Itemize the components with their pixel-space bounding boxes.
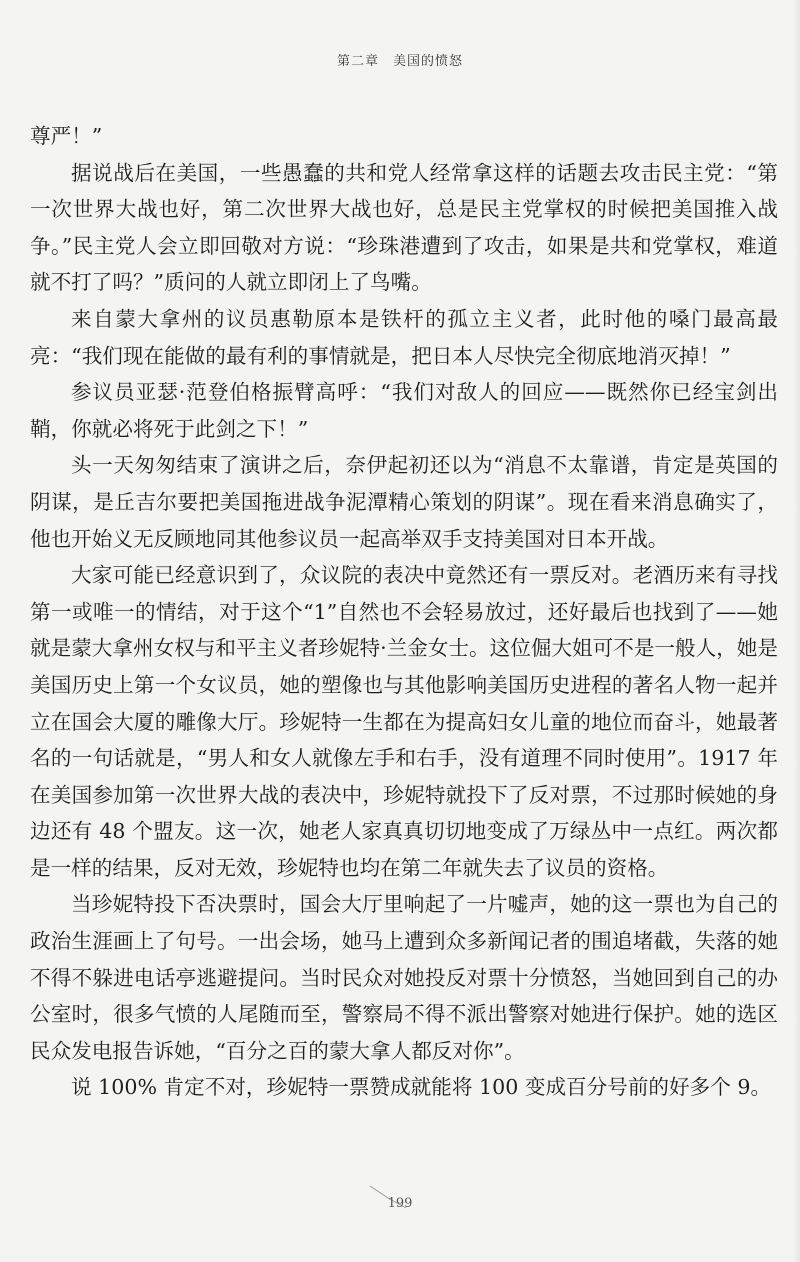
running-header: 第二章 美国的愤怒 bbox=[336, 54, 463, 69]
paragraph: 头一天匆匆结束了演讲之后，奈伊起初还以为“消息不太靠谱，肯定是英国的阴谋，是丘吉尔要把美国拖进战争泥潭精心策划的阴谋”。现在看来消息确实了，他也开始义无反顾地同其他参议员一起高举双手支持美国对日本开战。 bbox=[30, 453, 778, 551]
page-edge-shadow bbox=[794, 0, 800, 1262]
paragraph: 尊严！” bbox=[30, 124, 103, 148]
page-number: 199 bbox=[387, 1196, 413, 1211]
paragraph: 来自蒙大拿州的议员惠勒原本是铁杆的孤立主义者，此时他的嗓门最高最亮：“我们现在能做的最有利的事情就是，把日本人尽快完全彻底地消灭掉！” bbox=[30, 306, 778, 368]
paragraph: 说 100% 肯定不对，珍妮特一票赞成就能将 100 变成百分号前的好多个 9。 bbox=[71, 1075, 772, 1100]
paragraph: 参议员亚瑟·范登伯格振臂高呼：“我们对敌人的回应——既然你已经宝剑出鞘，你就必将死于此剑之下！” bbox=[30, 380, 778, 441]
paragraph: 据说战后在美国，一些愚蠢的共和党人经常拿这样的话题去攻击民主党：“第一次世界大战也好，第二次世界大战也好，总是民主党掌权的时候把美国推入战争。”民主党人会立即回敬对方说：“珍珠港遭到了攻击，如果是共和党掌权，难道就不打了吗？”质问的人就立即闭上了鸟嘴。 bbox=[30, 160, 778, 295]
paragraph: 当珍妮特投下否决票时，国会大厅里响起了一片嘘声，她的这一票也为自己的政治生涯画上了句号。一出会场，她马上遭到众多新闻记者的围追堵截，失落的她不得不躲进电话亭逃避提问。当时民众对她投反对票十分愤怒，当她回到自己的办公室时，很多气愤的人尾随而至，警察局不得不派出警察对她进行保护。她的选区民众发电报告诉她，“百分之百的蒙大拿人都反对你”。 bbox=[30, 892, 778, 1063]
paragraph: 大家可能已经意识到了，众议院的表决中竟然还有一票反对。老酒历来有寻找第一或唯一的情结，对于这个“1”自然也不会轻易放过，还好最后也找到了——她就是蒙大拿州女权与和平主义者珍妮特·兰金女士。这位倔大姐可不是一般人，她是美国历史上第一个女议员，她的塑像也与其他影响美国历史进程的著名人物一起并立在国会大厦的雕像大厅。珍妮特一生都在为提高妇女儿童的地位而奋斗，她最著名的一句话就是，“男人和女人就像左手和右手，没有道理不同时使用”。1917 年在美国参加第一次世界大战的表决中，珍妮特就投下了反对票，不过那时候她的身边还有 48 个盟友。这一次，她老人家真真切切地变成了万绿丛中一点红。两次都是一样的结果，反对无效，珍妮特也均在第二年就失去了议员的资格。 bbox=[30, 563, 778, 880]
body-text bbox=[30, 118, 778, 1106]
